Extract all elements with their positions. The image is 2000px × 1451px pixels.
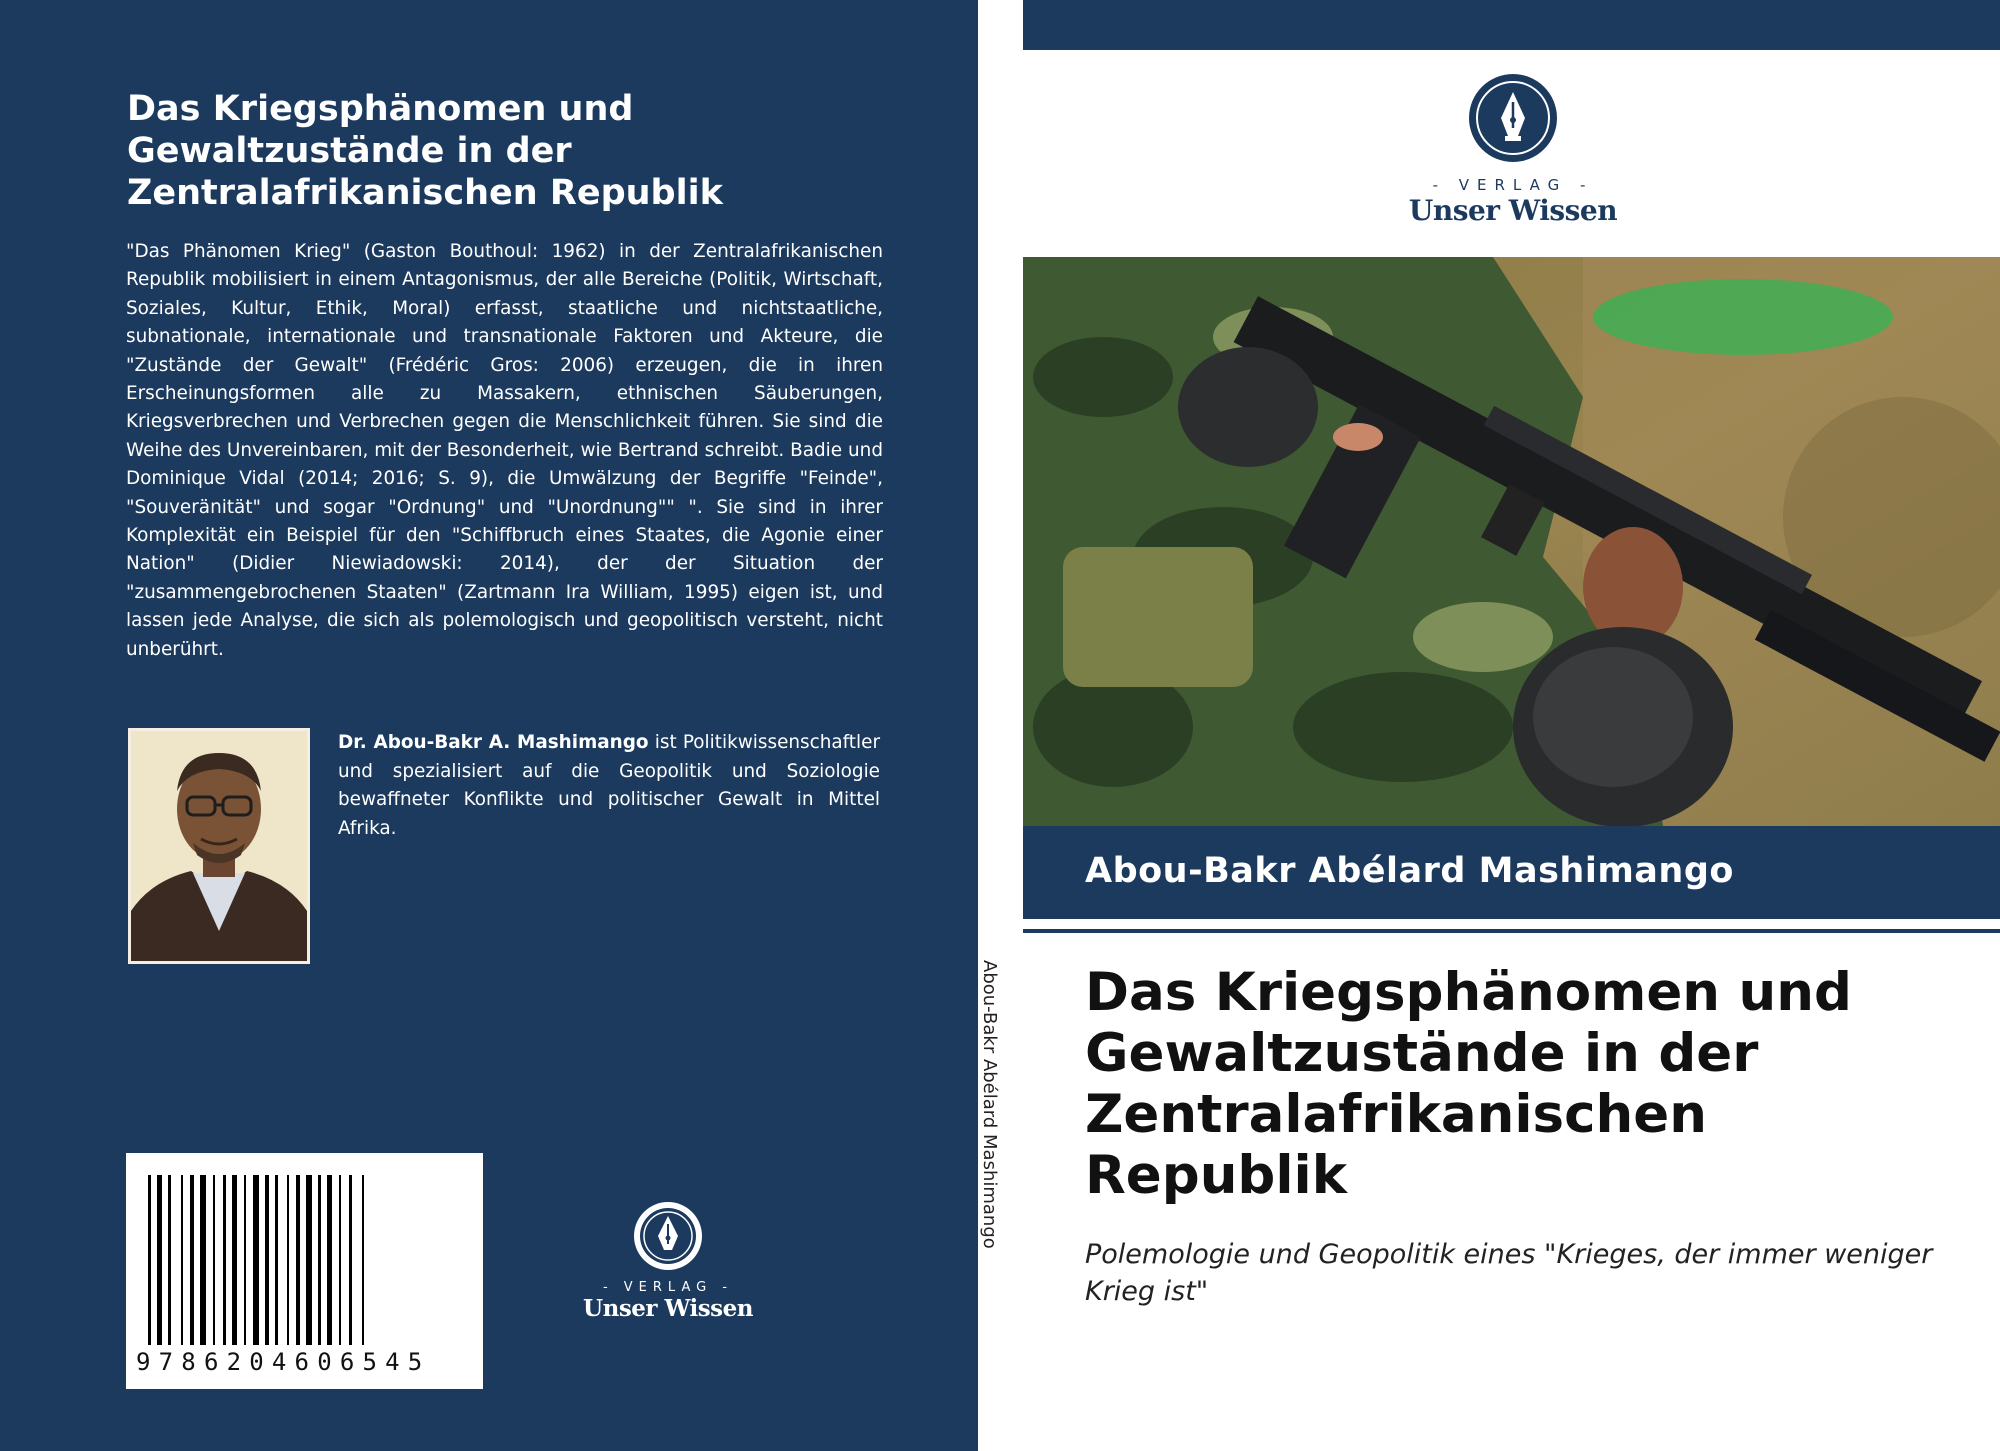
author-bio	[338, 729, 880, 843]
back-cover	[0, 0, 978, 1451]
front-cover-title: Das Kriegsphänomen und Gewaltzustände in der Zentralafrikanischen Republik	[1085, 962, 1852, 1206]
top-band	[1023, 0, 2000, 50]
fountain-pen-nib-icon	[632, 1200, 704, 1272]
back-publisher-logo	[582, 1200, 754, 1322]
back-cover-title: Das Kriegsphänomen und Gewaltzustände in der Zentralafrikanischen Republik	[127, 89, 723, 213]
isbn-number: 9786204606545	[136, 1348, 431, 1376]
cover-photo-soldier-rifle	[1023, 257, 2000, 826]
author-band	[1023, 826, 2000, 919]
fountain-pen-nib-icon	[1467, 72, 1559, 164]
back-cover-blurb: "Das Phänomen Krieg" (Gaston Bouthoul: 1962) in der Zentralafrikanischen Republik mobilisiert in einem Antagonismus, der alle Bereiche (Politik, Wirtschaft, Soziales, Kultur, Ethik, Moral) erfasst, staatliche und nichtstaatliche, subnationale, internationale und transnationale Faktoren und Akteure, die "Zustände der Gewalt" (Frédéric Gros: 2006) erzeugen, die in ihren Erscheinungsformen alle zu Massakern, ethnischen Säuberungen, Kriegsverbrechen und Verbrechen gegen die Menschlichkeit führen. Sie sind die Weihe des Unvereinbaren, mit der Besonderheit, wie Bertrand schreibt. Badie und Dominique Vidal (2014; 2016; S. 9), die Umwälzung der Begriffe "Feinde", "Souveränität" und sogar "Ordnung" und "Unordnung"" ". Sie sind in ihrer Komplexität ein Beispiel für den "Schiffbruch eines Staates, die Agonie einer Nation" (Didier Niewiadowski: 2014), der der Situation der "zusammengebrochenen Staaten" (Zartmann Ira William, 1995) eigen ist, und lassen jede Analyse, die sich als polemologisch und geopolitisch versteht, nicht unberührt.	[126, 241, 883, 660]
front-author-name: Abou-Bakr Abélard Mashimango	[1085, 851, 1734, 891]
divider-line	[1023, 929, 2000, 933]
author-photo	[128, 728, 310, 964]
author-bio-text: ist Politikwissenschaftler und spezialisiert auf die Geopolitik und Soziologie bewaffneter Konflikte und politischer Gewalt in Mittel Afrika.	[338, 732, 880, 839]
author-bio-name: Dr. Abou-Bakr A. Mashimango	[338, 732, 649, 753]
front-publisher-verlag: - VERLAG -	[1432, 176, 1594, 194]
front-cover-subtitle: Polemologie und Geopolitik eines "Krieges, der immer weniger Krieg ist"	[1085, 1239, 1933, 1307]
spine-author: Abou-Bakr Abélard Mashimango	[979, 960, 1000, 1249]
front-publisher-name: Unser Wissen	[1408, 194, 1618, 227]
back-publisher-name: Unser Wissen	[583, 1295, 753, 1322]
front-publisher-logo	[1393, 72, 1633, 227]
back-publisher-verlag: - VERLAG -	[602, 1280, 734, 1295]
barcode	[126, 1153, 483, 1389]
spine	[978, 0, 1023, 1451]
front-cover	[1023, 0, 2000, 1451]
